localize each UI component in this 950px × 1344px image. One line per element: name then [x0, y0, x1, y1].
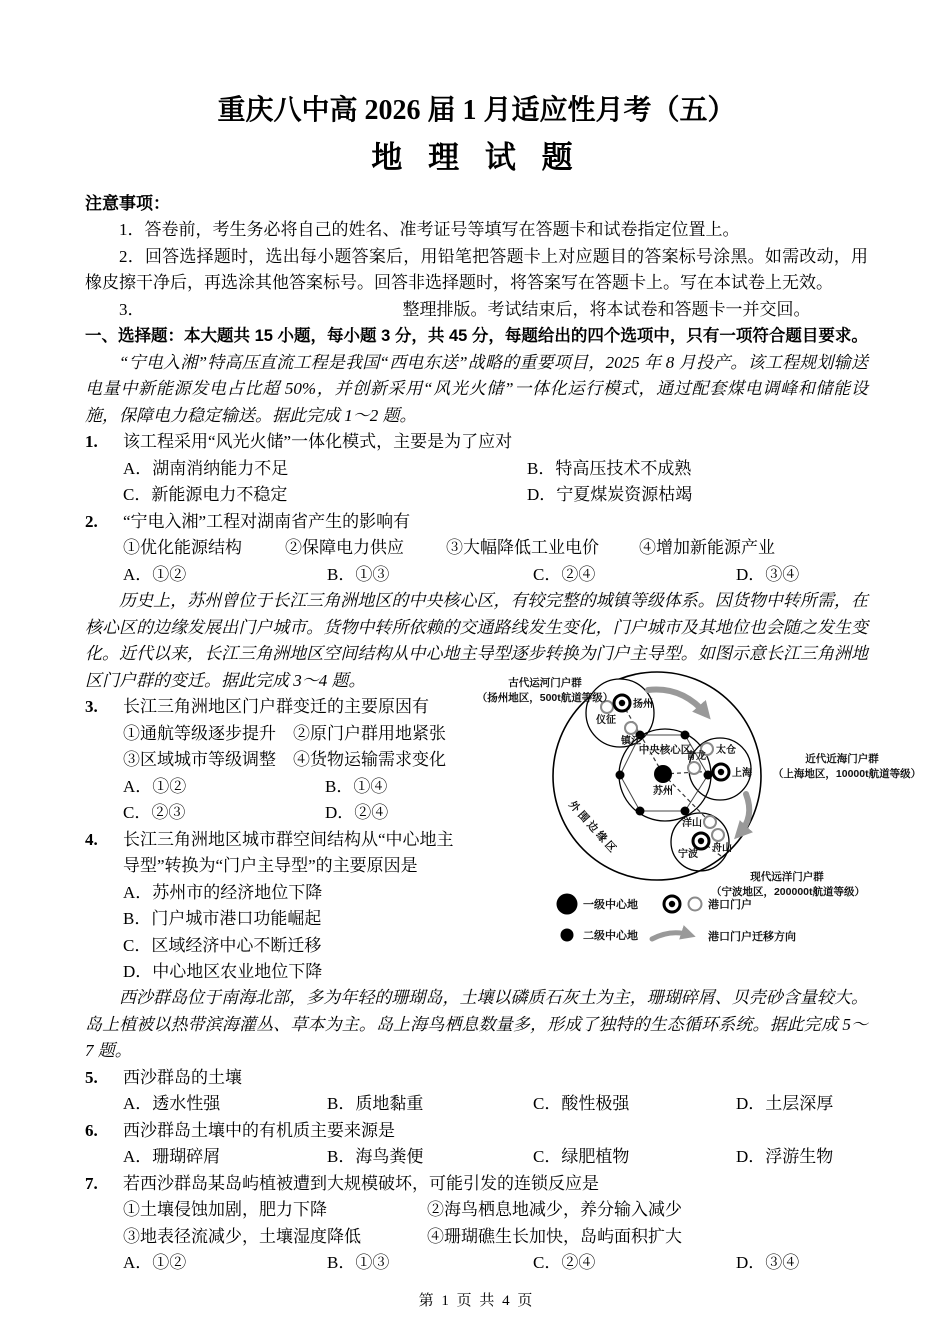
question-7	[85, 1171, 868, 1198]
question-3-subitems-row-1: ①通航等级逐步提升 ②原门户群用地紧张	[123, 723, 446, 743]
passage-2: 历史上，苏州曾位于长江三角洲地区的中央核心区，有较完整的城镇等级体系。因货物中转所需，在核心区的边缘发展出门户城市。货物中转所依赖的交通路线发生变化，门户城市及其地位也会随之发生变化。近代以来，长江三角洲地区空间结构从中心地主导型逐步转换为门户主导型。如图示意长江三角洲地区门户群的变迁。据此完成 3～4 题。	[85, 591, 868, 690]
option-6c: C．绿肥植物	[533, 1147, 630, 1166]
question-2-number: 2.	[85, 511, 98, 531]
question-4-text-line-2: 导型”转换为“门户主导型”的主要原因是	[123, 856, 418, 875]
option-5c: C．酸性极强	[533, 1094, 630, 1113]
option-7d: D．③④	[736, 1253, 800, 1272]
notices-heading: 注意事项：	[85, 194, 170, 213]
page-content	[85, 190, 922, 1277]
notice-item-3	[85, 297, 868, 324]
option-3c: C．②③	[123, 803, 186, 822]
page-number: 第 1 页 共 4 页	[418, 1292, 535, 1309]
question-2-subitems	[123, 535, 868, 562]
legend-secondary-center-label: 二级中心地	[583, 930, 638, 942]
legend-port-gateway-label: 港口门户	[708, 899, 752, 911]
option-1d: D．宁夏煤炭资源枯竭	[527, 485, 693, 504]
option-3b: B．①④	[325, 776, 388, 796]
question-6-options	[123, 1144, 868, 1171]
option-1a: A．湖南消纳能力不足	[123, 458, 289, 478]
gateway-migration-figure	[450, 660, 950, 960]
legend-secondary-center-symbol	[561, 929, 574, 942]
option-2b: B．①③	[327, 564, 390, 584]
option-2d: D．③④	[736, 564, 800, 584]
question-4	[85, 827, 460, 854]
city-label-yangzhou: 扬州	[633, 699, 653, 710]
question-3-options-row-2	[123, 800, 460, 827]
subitem-7-3: ③地表径流减少，土壤湿度降低	[123, 1226, 361, 1246]
legend-port-bullseye-core	[669, 901, 675, 907]
page-subtitle: 地 理 试 题	[371, 140, 582, 175]
question-6-text: 西沙群岛土壤中的有机质主要来源是	[123, 1120, 395, 1140]
city-label-suzhou: 苏州	[653, 786, 673, 797]
question-7-subitems-row-1	[123, 1197, 868, 1224]
page-title: 重庆八中高 2026 届 1 月适应性月考（五）	[217, 95, 736, 126]
question-4-text-line-1: 长江三角洲地区城市群空间结构从“中心地主	[123, 829, 454, 849]
city-label-yangshan: 洋山	[682, 818, 702, 829]
city-label-shanghai: 上海	[732, 768, 752, 779]
subitem-2-3: ③大幅降低工业电价	[446, 538, 599, 557]
question-7-subitems-row-2	[123, 1224, 868, 1251]
core-area-label: 中央核心区	[638, 744, 692, 756]
option-4d: D．中心地区农业地位下降	[123, 962, 323, 981]
legend-migration-arrow-symbol	[652, 933, 690, 939]
option-2c: C．②④	[533, 564, 596, 584]
question-7-text: 若西沙群岛某岛屿植被遭到大规模破坏，可能引发的连锁反应是	[123, 1173, 599, 1193]
city-label-ningbo: 宁波	[678, 849, 698, 860]
city-label-yizheng: 仪征	[596, 715, 616, 726]
ancient-group-label-line-1: 古代运河门户群	[508, 677, 582, 689]
city-label-taicang: 太仓	[716, 745, 736, 756]
question-2-options	[123, 562, 868, 589]
option-5d: D．土层深厚	[736, 1094, 834, 1113]
passage-1: “宁电入湘”特高压直流工程是我国“西电东送”战略的重要项目，2025 年 8 月投产。该工程规划输送电量中新能源发电占比超 50%，并创新采用“风光火储”一体化运行模式，通过配套煤电调峰和储能设施，保障电力稳定输送。据此完成 1～2 题。	[85, 352, 868, 425]
question-4-number: 4.	[85, 829, 98, 849]
option-4c: C．区域经济中心不断迁移	[123, 935, 322, 955]
coastal-group-label-line-2: （上海地区，10000t航道等级）	[772, 768, 922, 780]
figure-legend	[557, 894, 797, 944]
ocean-group-label-line-1: 现代远洋门户群	[750, 871, 824, 883]
question-1-options-row-2	[123, 482, 868, 509]
question-5	[85, 1065, 868, 1092]
passage-3: 西沙群岛位于南海北部，多为年轻的珊瑚岛，土壤以磷质石灰土为主，珊瑚碎屑、贝壳砂含量较大。岛上植被以热带滨海灌丛、草本为主。岛上海鸟栖息数量多，形成了独特的生态循环系统。据此完成 5～7 题。	[85, 988, 868, 1060]
question-7-number: 7.	[85, 1173, 98, 1193]
periphery-label: 外围边缘区	[566, 798, 621, 858]
option-2a: A．①②	[123, 564, 187, 584]
subitem-7-2: ②海鸟栖息地减少，养分输入减少	[427, 1200, 682, 1219]
question-1-number: 1.	[85, 432, 98, 451]
question-5-number: 5.	[85, 1067, 98, 1087]
notice-item-2: 2．回答选择题时，选出每小题答案后，用铅笔把答题卡上对应题目的答案标号涂黑。如需改动，用橡皮擦干净后，再选涂其他答案标号。回答非选择题时，将答案写在答题卡上。写在本试卷上无效。	[85, 246, 868, 292]
ocean-group-label-line-2: （宁波地区，200000t航道等级）	[710, 886, 866, 898]
legend-port-open-symbol	[689, 898, 702, 911]
legend-migration-label: 港口门户迁移方向	[708, 931, 796, 943]
option-6b: B．海鸟粪便	[327, 1147, 424, 1166]
legend-primary-center-label: 一级中心地	[583, 899, 638, 911]
question-3-options-row-1	[123, 774, 460, 801]
option-3a: A．①②	[123, 776, 187, 796]
subitem-2-2: ②保障电力供应	[285, 538, 404, 557]
legend-primary-center-symbol	[557, 894, 578, 915]
questions-3-4-with-figure	[85, 677, 922, 985]
notice-3-text: 整理排版。考试结束后，将本试卷和答题卡一并交回。	[402, 299, 811, 319]
subitem-2-4: ④增加新能源产业	[639, 538, 775, 557]
question-5-text: 西沙群岛的土壤	[123, 1067, 242, 1087]
option-7a: A．①②	[123, 1253, 187, 1272]
question-3	[85, 694, 460, 721]
question-2-text: “宁电入湘”工程对湖南省产生的影响有	[123, 511, 411, 531]
coastal-group-label-line-1: 近代近海门户群	[805, 753, 879, 765]
question-6	[85, 1118, 868, 1145]
question-6-number: 6.	[85, 1120, 98, 1140]
question-5-options	[123, 1091, 868, 1118]
option-4b: B．门户城市港口功能崛起	[123, 909, 322, 928]
question-3-subitems-row-2: ③区域城市等级调整 ④货物运输需求变化	[123, 750, 446, 769]
question-1	[85, 429, 868, 456]
section-heading: 一、选择题：本大题共 15 小题，每小题 3 分，共 45 分，每题给出的四个选项中，只有一项符合题目要求。	[85, 327, 868, 345]
ancient-group-label-line-2: （扬州地区，500t航道等级）	[476, 692, 614, 704]
option-6d: D．浮游生物	[736, 1147, 834, 1166]
suzhou-primary-center-dot	[654, 765, 672, 783]
option-3d: D．②④	[325, 803, 389, 822]
option-5a: A．透水性强	[123, 1094, 221, 1113]
question-1-text: 该工程采用“风光火储”一体化模式，主要是为了应对	[123, 432, 513, 451]
questions-3-4-column	[85, 694, 460, 986]
option-6a: A．珊瑚碎屑	[123, 1147, 221, 1166]
city-label-zhenjiang: 镇江	[621, 736, 641, 747]
notice-3-number: 3．	[119, 299, 145, 319]
option-1c: C．新能源电力不稳定	[123, 485, 288, 504]
question-3-number: 3.	[85, 697, 98, 716]
city-label-zhoushan: 舟山	[712, 843, 732, 854]
option-1b: B．特高压技术不成熟	[527, 458, 692, 478]
notice-item-1: 1．答卷前，考生务必将自己的姓名、准考证号等填写在答题卡和试卷指定位置上。	[119, 220, 740, 239]
subitem-7-1: ①土壤侵蚀加剧，肥力下降	[123, 1200, 327, 1219]
city-label-qinglong: 青龙	[686, 751, 706, 762]
subitem-2-1: ①优化能源结构	[123, 538, 242, 557]
option-7c: C．②④	[533, 1253, 596, 1272]
question-3-text: 长江三角洲地区门户群变迁的主要原因有	[123, 697, 429, 716]
option-4a: A．苏州市的经济地位下降	[123, 882, 323, 902]
question-2	[85, 509, 868, 536]
option-5b: B．质地黏重	[327, 1094, 424, 1113]
option-7b: B．①③	[327, 1253, 390, 1272]
question-7-options	[123, 1250, 868, 1277]
subitem-7-4: ④珊瑚礁生长加快，岛屿面积扩大	[427, 1226, 682, 1246]
question-1-options-row-1	[123, 456, 868, 483]
migration-arrow-top	[648, 690, 706, 715]
